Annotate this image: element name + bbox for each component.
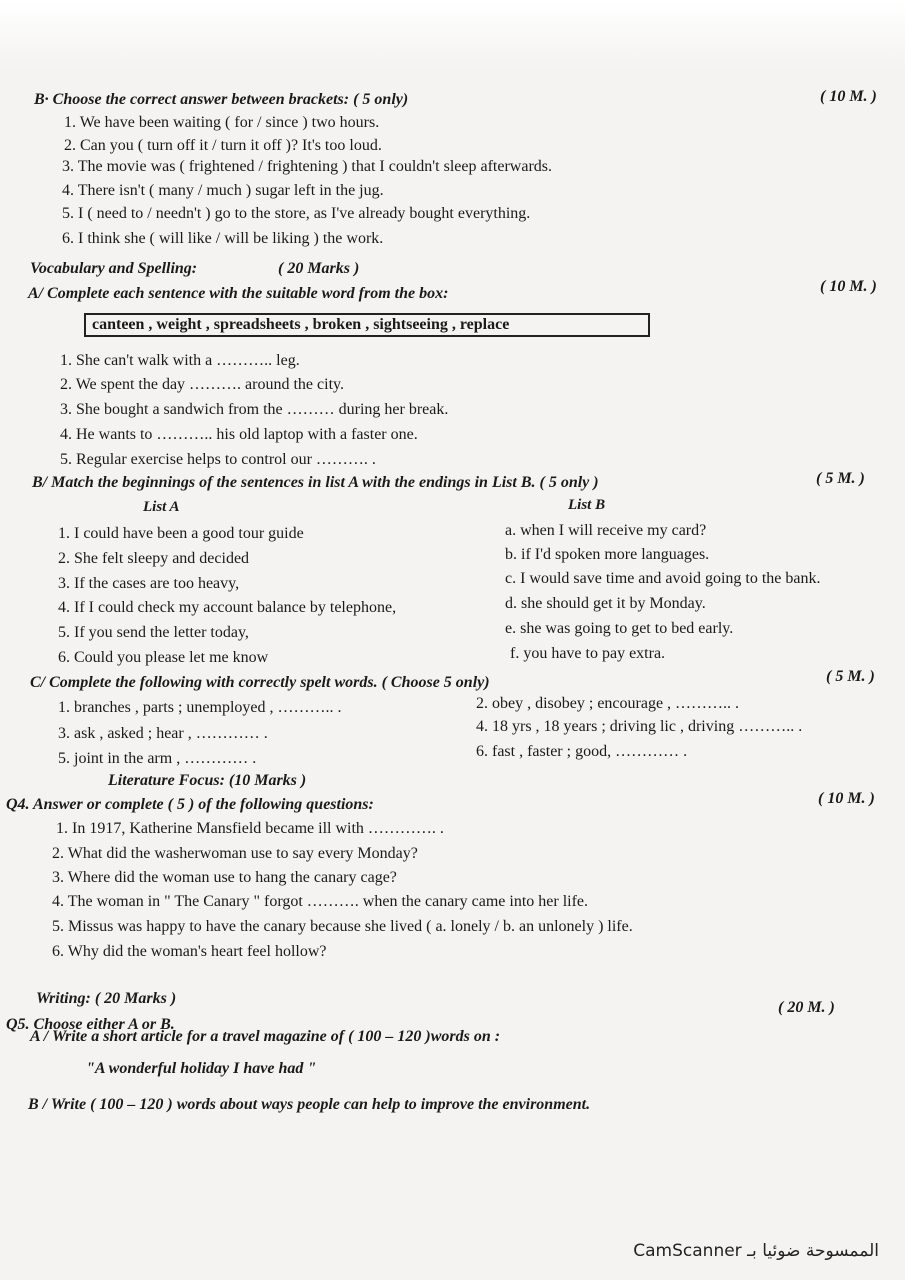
q5-heading: Q5. Choose either A or B.: [6, 1016, 175, 1033]
list-b-item-f: f. you have to pay extra.: [510, 645, 666, 662]
vocab-item-1: 1. She can't walk with a ……….. leg.: [60, 352, 300, 369]
list-b-item-d: d. she should get it by Monday.: [505, 595, 706, 612]
list-b-item-b: b. if I'd spoken more languages.: [505, 546, 710, 563]
writing-option-a-title: "A wonderful holiday I have had ": [86, 1060, 317, 1077]
list-a-item-4: 4. If I could check my account balance by telephone,: [58, 599, 397, 616]
writing-option-a: A / Write a short article for a travel magazine of ( 100 – 120 )words on :: [30, 1028, 501, 1045]
vocab-part-b-marks: ( 5 M. ): [816, 470, 865, 487]
grammar-item-1: 1. We have been waiting ( for / since ) two hours.: [64, 114, 380, 131]
literature-item-6: 6. Why did the woman's heart feel hollow?: [52, 943, 327, 960]
vocab-part-c-heading: C/ Complete the following with correctly spelt words. ( Choose 5 only): [30, 674, 490, 691]
literature-heading: Literature Focus: (10 Marks ): [108, 772, 307, 789]
scan-background: [0, 0, 905, 70]
grammar-item-3: 3. The movie was ( frightened / frightening ) that I couldn't sleep afterwards.: [62, 158, 552, 175]
vocab-part-b-heading: B/ Match the beginnings of the sentences in list A with the endings in List B. ( 5 only ): [32, 474, 599, 491]
grammar-item-2: 2. Can you ( turn off it / turn it off )? It's too loud.: [64, 137, 382, 154]
word-box: canteen , weight , spreadsheets , broken , sightseeing , replace: [84, 313, 650, 337]
writing-option-b: B / Write ( 100 – 120 ) words about ways people can help to improve the environment.: [28, 1096, 591, 1113]
list-a-item-3: 3. If the cases are too heavy,: [58, 575, 240, 592]
literature-item-4: 4. The woman in " The Canary " forgot ………. when the canary came into her life.: [52, 893, 589, 910]
vocab-part-a-marks: ( 10 M. ): [820, 278, 877, 295]
vocab-item-2: 2. We spent the day ………. around the city.: [60, 376, 344, 393]
vocab-item-5: 5. Regular exercise helps to control our ………. .: [60, 451, 376, 468]
grammar-item-4: 4. There isn't ( many / much ) sugar left in the jug.: [62, 182, 384, 199]
list-a-item-1: 1. I could have been a good tour guide: [58, 525, 304, 542]
literature-item-1: 1. In 1917, Katherine Mansfield became ill with …………. .: [56, 820, 444, 837]
writing-heading: Writing: ( 20 Marks ): [36, 990, 177, 1007]
list-b-title: List B: [568, 497, 606, 513]
list-a-item-6: 6. Could you please let me know: [58, 649, 269, 666]
camscanner-watermark: CamScanner الممسوحة ضوئيا بـ: [633, 1241, 879, 1261]
q4-marks: ( 10 M. ): [818, 790, 875, 807]
section-b-marks: ( 10 M. ): [820, 88, 877, 105]
vocab-total-marks: ( 20 Marks ): [278, 260, 360, 277]
literature-item-2: 2. What did the washerwoman use to say every Monday?: [52, 845, 418, 862]
literature-item-5: 5. Missus was happy to have the canary because she lived ( a. lonely / b. an unlonely ) life.: [52, 918, 633, 935]
spelling-item-4: 4. 18 yrs , 18 years ; driving lic , driving ……….. .: [476, 718, 803, 735]
writing-marks: ( 20 M. ): [778, 999, 835, 1016]
list-a-item-5: 5. If you send the letter today,: [58, 624, 249, 641]
vocab-part-a-heading: A/ Complete each sentence with the suitable word from the box:: [28, 285, 449, 302]
spelling-item-1: 1. branches , parts ; unemployed , ……….. .: [58, 699, 342, 716]
q4-heading: Q4. Answer or complete ( 5 ) of the following questions:: [6, 796, 374, 813]
vocab-item-4: 4. He wants to ……….. his old laptop with a faster one.: [60, 426, 418, 443]
section-b-heading: B· Choose the correct answer between brackets: ( 5 only): [34, 91, 409, 108]
list-b-item-c: c. I would save time and avoid going to the bank.: [505, 570, 821, 587]
vocab-part-c-marks: ( 5 M. ): [826, 668, 875, 685]
literature-item-3: 3. Where did the woman use to hang the canary cage?: [52, 869, 397, 886]
list-b-item-e: e. she was going to get to bed early.: [505, 620, 734, 637]
spelling-item-2: 2. obey , disobey ; encourage , ……….. .: [476, 695, 740, 712]
spelling-item-6: 6. fast , faster ; good, ………… .: [476, 743, 688, 760]
vocab-heading: Vocabulary and Spelling:: [30, 260, 198, 277]
list-b-item-a: a. when I will receive my card?: [505, 522, 707, 539]
spelling-item-5: 5. joint in the arm , ………… .: [58, 750, 257, 767]
vocab-item-3: 3. She bought a sandwich from the ……… during her break.: [60, 401, 449, 418]
grammar-item-6: 6. I think she ( will like / will be liking ) the work.: [62, 230, 384, 247]
grammar-item-5: 5. I ( need to / needn't ) go to the store, as I've already bought everything.: [62, 205, 531, 222]
list-a-item-2: 2. She felt sleepy and decided: [58, 550, 250, 567]
list-a-title: List A: [143, 499, 180, 515]
spelling-item-3: 3. ask , asked ; hear , ………… .: [58, 725, 268, 742]
